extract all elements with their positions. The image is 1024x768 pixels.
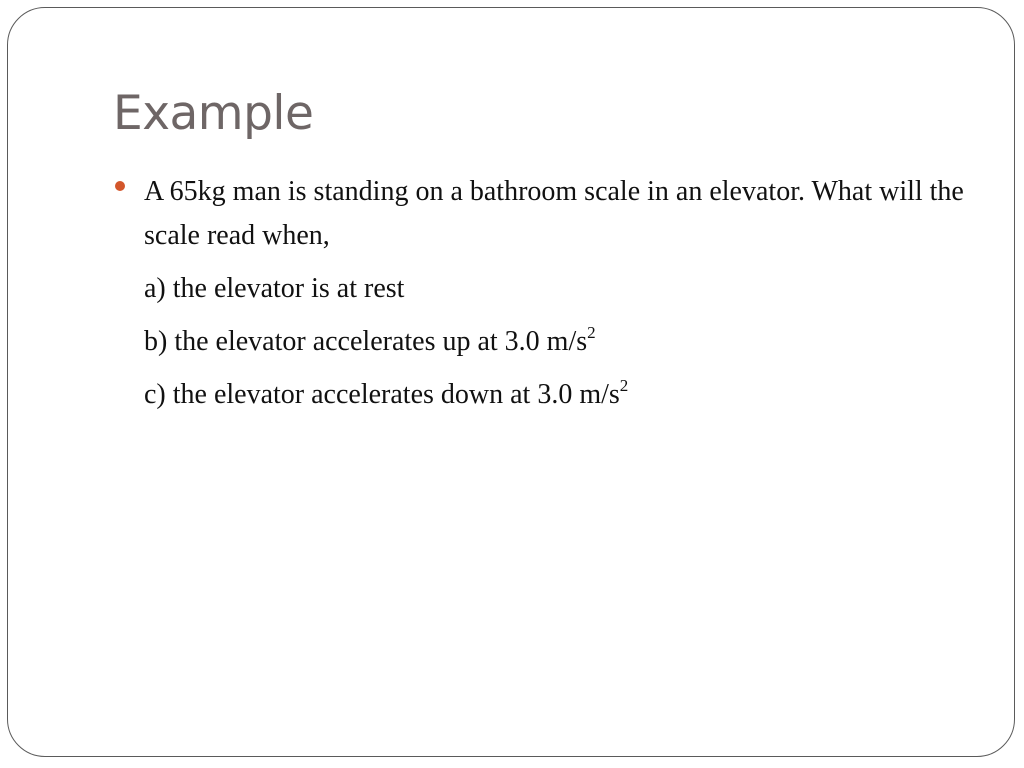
- bullet-dot-icon: [115, 181, 125, 191]
- slide-title: Example: [113, 86, 314, 141]
- sub-item-c-text: c) the elevator accelerates down at 3.0 m/s: [144, 379, 620, 410]
- bullet-text: A 65kg man is standing on a bathroom scale in an elevator. What will the scale read when,: [144, 176, 964, 251]
- sub-item-b-superscript: 2: [587, 322, 596, 342]
- sub-item-b-text: b) the elevator accelerates up at 3.0 m/s: [144, 326, 588, 357]
- sub-item-c: [144, 373, 964, 417]
- sub-item-a-text: a) the elevator is at rest: [144, 273, 405, 304]
- sub-item-b: [144, 320, 964, 364]
- slide-content: [144, 170, 964, 417]
- sub-item-a: [144, 267, 964, 311]
- sub-item-c-superscript: 2: [619, 375, 629, 395]
